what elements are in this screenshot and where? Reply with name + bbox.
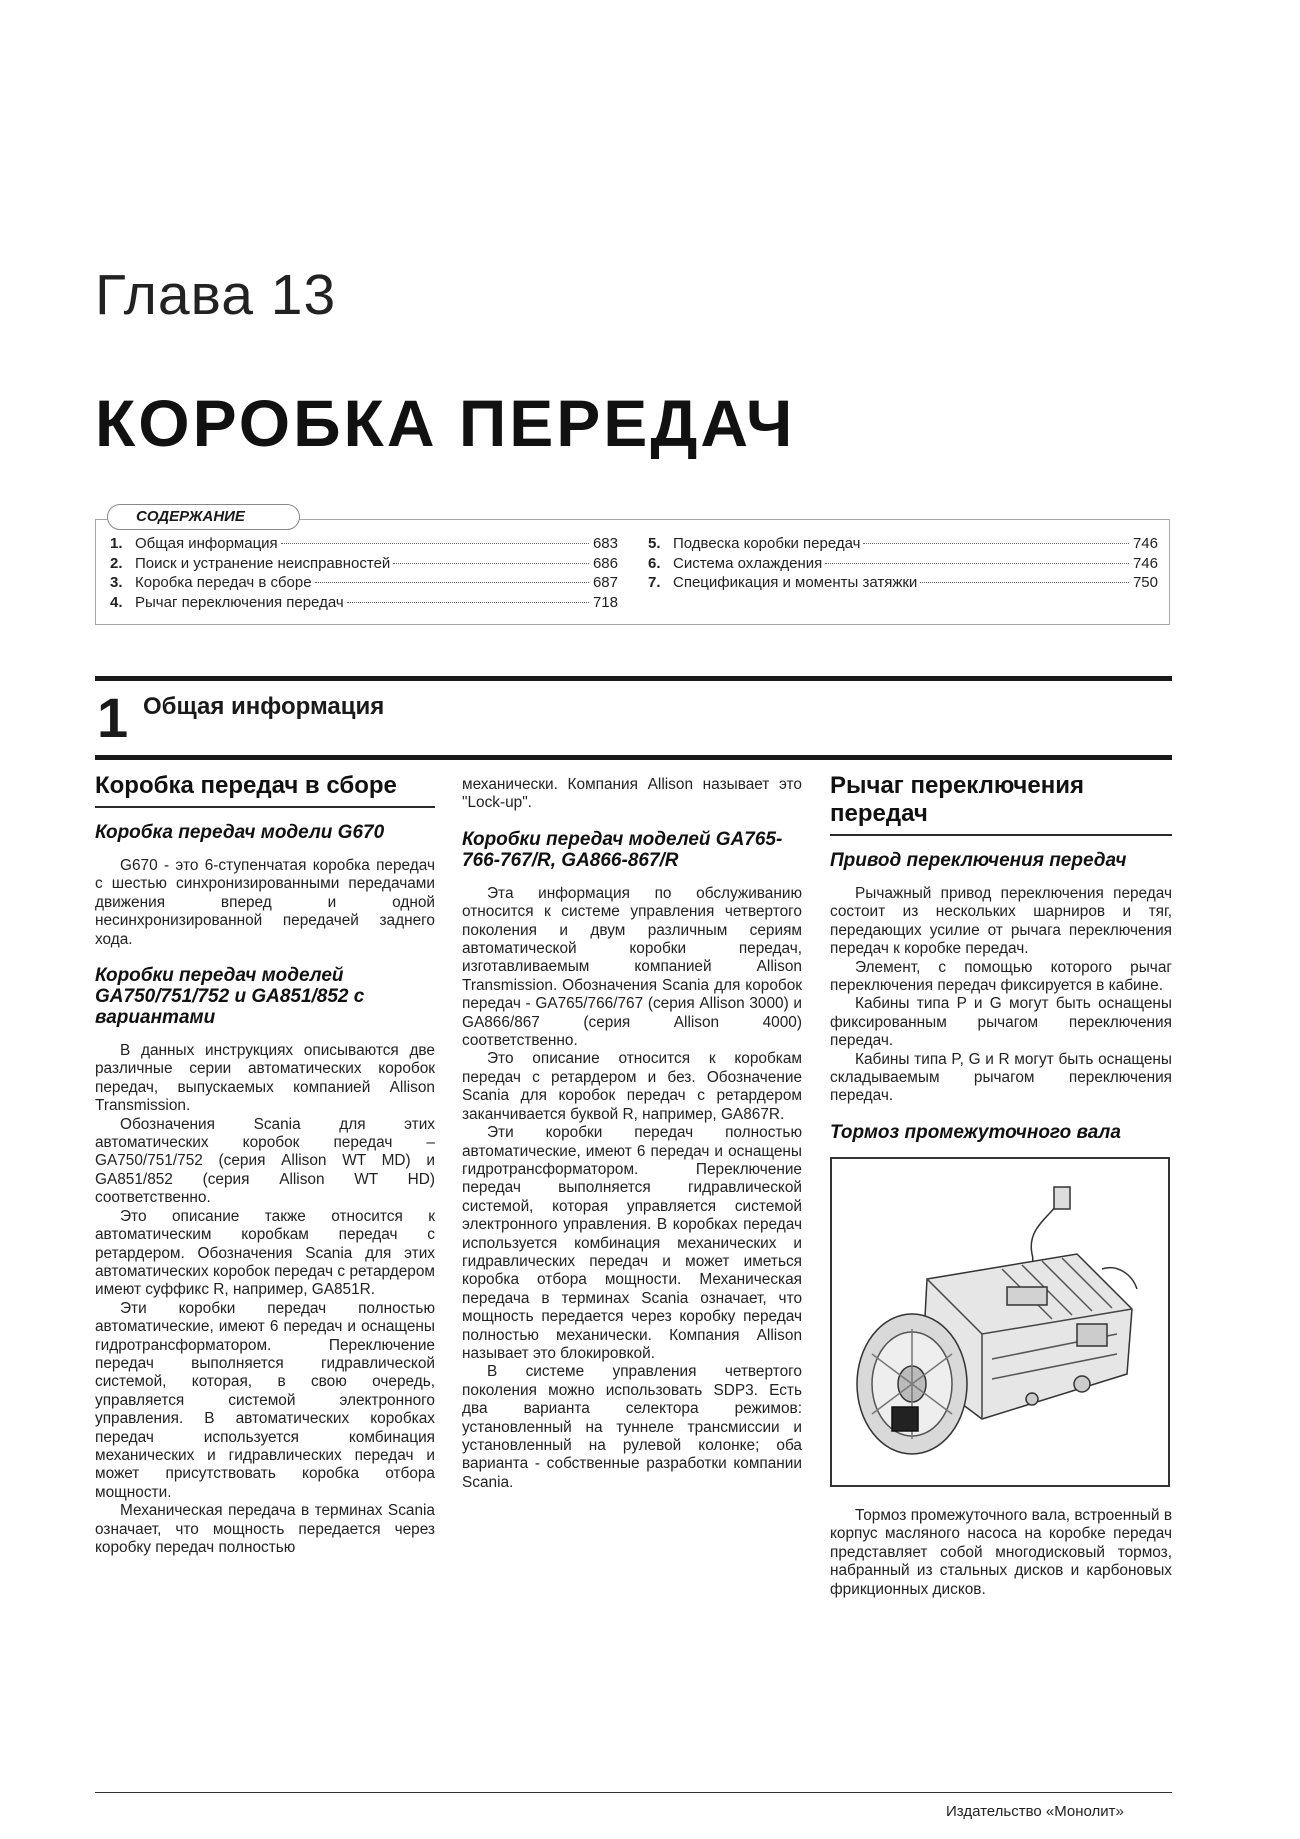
toc-item[interactable] — [648, 534, 1158, 554]
toc-item-title: Система охлаждения — [673, 554, 823, 572]
toc-item[interactable] — [648, 573, 1158, 593]
toc-item[interactable] — [648, 554, 1158, 574]
toc-left-column — [110, 534, 618, 612]
toc-leader — [393, 563, 589, 564]
col3-subheading-drive: Привод переключения передач — [830, 850, 1127, 871]
paragraph: Кабины типа P, G и R могут быть оснащены складываемым рычагом переключения передач. — [830, 1050, 1172, 1105]
col1-heading: Коробка передач в сборе — [95, 772, 435, 808]
column-1 — [95, 772, 435, 1557]
section-number: 1 — [97, 686, 129, 749]
toc-item-number: 6. — [648, 554, 661, 572]
paragraph: G670 - это 6-ступенчатая коробка передач с шестью синхронизированными передачами движения вперед и одной несинхронизированной передачей заднего хода. — [95, 857, 435, 948]
col3-subheading-brake: Тормоз промежуточного вала — [830, 1121, 1121, 1143]
toc-item-title: Рычаг переключения передач — [135, 593, 344, 611]
section-title: Общая информация — [143, 693, 385, 720]
column-3 — [830, 772, 1172, 1599]
toc-leader — [825, 563, 1129, 564]
toc-item-title: Спецификация и моменты затяжки — [673, 574, 918, 591]
toc-item[interactable] — [110, 534, 618, 554]
toc-item-page: 746 — [1132, 554, 1158, 572]
gearbox-figure — [830, 1157, 1170, 1487]
paragraph: Это описание относится к коробкам передач с ретардером и без. Обозначение Scania для коробок передач с ретардером заканчивается буквой R, например, GA867R. — [462, 1050, 802, 1123]
toc-item[interactable] — [110, 554, 618, 574]
toc-item-title: Подвеска коробки передач — [673, 535, 861, 552]
col3-heading: Рычаг переключения передач — [830, 772, 1172, 836]
toc-item-number: 3. — [110, 574, 123, 591]
footer-rule — [95, 1792, 1172, 1793]
section-bottom-rule — [95, 755, 1172, 760]
paragraph: Элемент, с помощью которого рычаг переключения передач фиксируется в кабине. — [830, 958, 1172, 995]
publisher-footer: Издательство «Монолит» — [946, 1803, 1124, 1820]
toc-item-page: 686 — [592, 554, 618, 572]
col1-subheading-g670: Коробка передач модели G670 — [95, 822, 385, 843]
paragraph: Обозначения Scania для этих автоматических коробок передач – GA750/751/752 (серия Allison WT MD) и GA851/852 (серия Allison WT HD) соответственно. — [95, 1115, 435, 1207]
toc-item-title: Поиск и устранение неисправностей — [135, 554, 391, 572]
col2-subheading-ga765: Коробки передач моделей GA765-766-767/R, GA866-867/R — [462, 828, 783, 871]
toc-item-number: 1. — [110, 535, 123, 552]
paragraph: Кабины типа P и G могут быть оснащены фиксированным рычагом переключения передач. — [830, 995, 1172, 1050]
paragraph: Эти коробки передач полностью автоматические, имеют 6 передач и оснащены гидротрансформатором. Переключение передач выполняется гидравлической системой, которая, в свою очередь, управляется системой электронного управления. В автоматических коробках передач используется комбинация механических и гидравлических передач и может присутствовать коробка отбора мощности. — [95, 1299, 435, 1501]
toc-item-page: 718 — [592, 593, 618, 611]
gearbox-illustration — [832, 1159, 1168, 1485]
toc-heading: СОДЕРЖАНИЕ — [107, 504, 300, 530]
toc-right-column — [648, 534, 1158, 593]
toc-item-number: 4. — [110, 593, 123, 611]
toc-item-title: Общая информация — [135, 535, 278, 552]
paragraph: Эта информация по обслуживанию относится к системе управления четвертого поколения и двум различным сериям автоматической коробки передач, изготавливаемым компанией Allison Transmission. Обозначения Scania для коробок передач - GA765/766/767 (серия Allison 3000) и GA866/867 (серия Allison 4000) соответственно. — [462, 884, 802, 1050]
toc-item[interactable] — [110, 593, 618, 613]
paragraph: Рычажный привод переключения передач состоит из нескольких шарниров и тяг, передающих усилие от рычага переключения передач к коробке передач. — [830, 885, 1172, 958]
toc-item-number: 7. — [648, 574, 661, 591]
toc-item-page: 750 — [1132, 574, 1158, 591]
toc-item-page: 746 — [1132, 535, 1158, 552]
paragraph: Тормоз промежуточного вала, встроенный в корпус масляного насоса на коробке передач представляет собой многодисковый тормоз, набранный из стальных дисков и карбоновых фрикционных дисков. — [830, 1506, 1172, 1598]
paragraph: Это описание также относится к автоматическим коробкам передач с ретардером. Обозначения Scania для этих автоматических коробок передач с ретардером имеют суффикс R, например, GA851R. — [95, 1207, 435, 1299]
paragraph: Механическая передача в терминах Scania означает, что мощность передается через коробку передач полностью — [95, 1502, 435, 1556]
paragraph: Эти коробки передач полностью автоматические, имеют 6 передач и оснащены гидротрансформатором. Переключение передач выполняется гидравлической системой, которая управляется системой электронного управления. В коробках передач используется комбинация механических и гидравлических передач и может иметься коробка отбора мощности. Механическая передача в терминах Scania означает, что мощность передается через коробку передач полностью механически. Компания Allison называет это блокировкой. — [462, 1124, 802, 1362]
toc-item-page: 687 — [592, 574, 618, 591]
toc-item-number: 2. — [110, 554, 123, 572]
toc-item-title: Коробка передач в сборе — [135, 574, 312, 591]
column-2 — [462, 776, 802, 1492]
toc-leader — [863, 543, 1129, 544]
chapter-title: КОРОБКА ПЕРЕДАЧ — [95, 386, 796, 460]
section-top-rule — [95, 676, 1172, 681]
chapter-label: Глава 13 — [95, 263, 337, 327]
paragraph: В данных инструкциях описываются две различные серии автоматических коробок передач, выпускаемых компанией Allison Transmission. — [95, 1042, 435, 1115]
paragraph: механически. Компания Allison называет это "Lock-up". — [462, 776, 802, 812]
toc-leader — [347, 602, 589, 603]
toc-item-page: 683 — [592, 535, 618, 552]
toc-leader — [315, 582, 589, 583]
paragraph: В системе управления четвертого поколения можно использовать SDP3. Есть два варианта селектора режимов: установленный на туннеле трансмиссии и установленный на рулевой колонке; оба варианта - собственные разработки компании Scania. — [462, 1363, 802, 1491]
toc-leader — [281, 543, 589, 544]
col1-subheading-ga750: Коробки передач моделей GA750/751/752 и GA851/852 с вариантами — [95, 965, 365, 1029]
toc-item-number: 5. — [648, 535, 661, 552]
toc-item[interactable] — [110, 573, 618, 593]
toc-leader — [920, 582, 1129, 583]
